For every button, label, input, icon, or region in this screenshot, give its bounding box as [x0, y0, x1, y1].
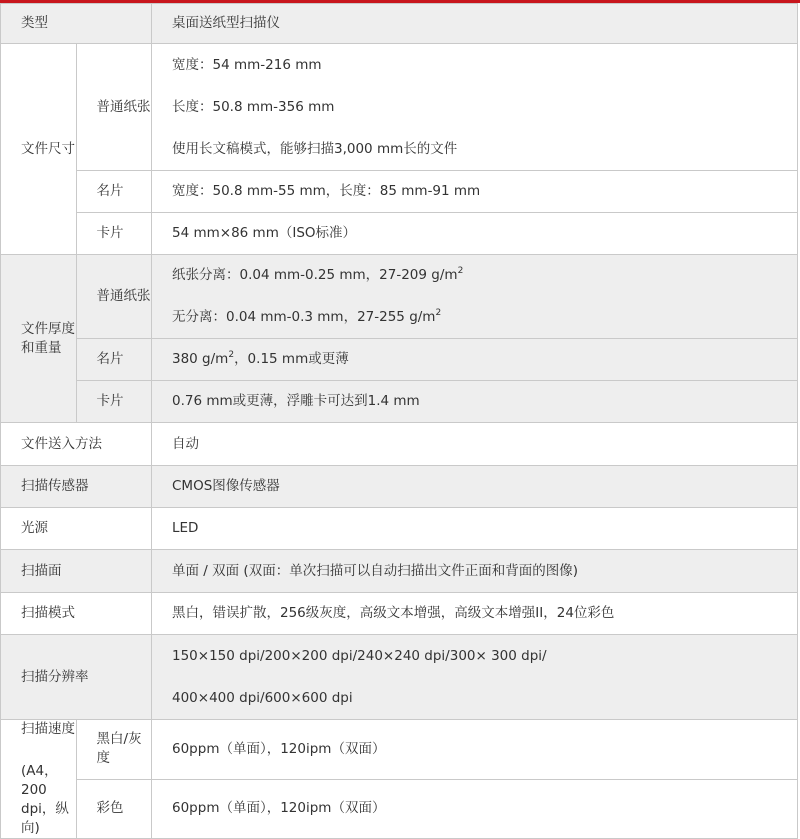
- spec-label: 光源: [1, 508, 152, 550]
- spec-sublabel: 黑白/灰度: [76, 720, 152, 780]
- spec-value-line: 宽度：54 mm-216 mm: [172, 56, 322, 73]
- spec-value: 自动: [152, 423, 798, 466]
- spec-row-light: [1, 508, 798, 550]
- spec-row-thickness-ccard: [1, 381, 798, 423]
- speed-sublabel: (A4，200 dpi，纵向): [21, 763, 69, 836]
- spec-value: 54 mm×86 mm（ISO标准）: [152, 213, 798, 255]
- spec-row-sensor: [1, 466, 798, 508]
- spec-value: 单面 / 双面 (双面：单次扫描可以自动扫描出文件正面和背面的图像): [152, 550, 798, 593]
- spec-table: [0, 3, 798, 839]
- spec-value-line: 纸张分离：0.04 mm-0.25 mm，27-209 $g/m^2$: [172, 266, 464, 283]
- spec-row-feed: [1, 423, 798, 466]
- spec-label: [1, 720, 77, 839]
- spec-value-line: 400×400 dpi/600×600 dpi: [172, 689, 353, 706]
- spec-value: 黑白，错误扩散，256级灰度，高级文本增强，高级文本增强II，24位彩色: [152, 593, 798, 635]
- spec-label: 扫描分辨率: [1, 635, 152, 720]
- spec-row-side: [1, 550, 798, 593]
- spec-value: 桌面送纸型扫描仪: [152, 4, 798, 44]
- spec-sublabel: 卡片: [76, 213, 152, 255]
- spec-value-line: 150×150 dpi/200×200 dpi/240×240 dpi/300× 300 dpi/: [172, 647, 547, 664]
- spec-label: 扫描面: [1, 550, 152, 593]
- spec-row-type: [1, 4, 798, 44]
- spec-label: 扫描模式: [1, 593, 152, 635]
- spec-row-resolution: [1, 635, 798, 720]
- spec-row-speed-bw: [1, 720, 798, 780]
- spec-sublabel: 彩色: [76, 779, 152, 839]
- spec-sublabel: 普通纸张: [76, 255, 152, 339]
- spec-row-thickness-plain: [1, 255, 798, 339]
- spec-row-doc-size-plain: [1, 44, 798, 171]
- spec-sublabel: 普通纸张: [76, 44, 152, 171]
- spec-value: 宽度：50.8 mm-55 mm，长度：85 mm-91 mm: [152, 171, 798, 213]
- spec-label: 文件厚度和重量: [1, 255, 77, 423]
- speed-label: 扫描速度: [21, 721, 75, 737]
- spec-value: 0.76 mm或更薄，浮雕卡可达到1.4 mm: [152, 381, 798, 423]
- spec-value-line: 长度：50.8 mm-356 mm: [172, 98, 335, 115]
- spec-value: CMOS图像传感器: [152, 466, 798, 508]
- spec-row-doc-size-ccard: [1, 213, 798, 255]
- spec-row-doc-size-card: [1, 171, 798, 213]
- spec-label: 扫描传感器: [1, 466, 152, 508]
- spec-row-mode: [1, 593, 798, 635]
- spec-row-thickness-card: [1, 339, 798, 381]
- spec-value-line: 使用长文稿模式，能够扫描3,000 mm长的文件: [172, 140, 458, 157]
- spec-value: 60ppm（单面），120ipm（双面）: [152, 720, 798, 780]
- spec-sublabel: 卡片: [76, 381, 152, 423]
- spec-row-speed-color: [1, 779, 798, 839]
- spec-value-line: 无分离：0.04 mm-0.3 mm，27-255 $g/m^2$: [172, 308, 442, 325]
- spec-value: [152, 635, 798, 720]
- spec-label: 类型: [1, 4, 152, 44]
- spec-sublabel: 名片: [76, 339, 152, 381]
- spec-value: [152, 44, 798, 171]
- spec-value: LED: [152, 508, 798, 550]
- spec-label: 文件送入方法: [1, 423, 152, 466]
- spec-value: [152, 255, 798, 339]
- spec-sublabel: 名片: [76, 171, 152, 213]
- spec-value: 380 $g/m^2$，0.15 mm或更薄: [152, 339, 798, 381]
- spec-label: 文件尺寸: [1, 44, 77, 255]
- spec-value: 60ppm（单面），120ipm（双面）: [152, 779, 798, 839]
